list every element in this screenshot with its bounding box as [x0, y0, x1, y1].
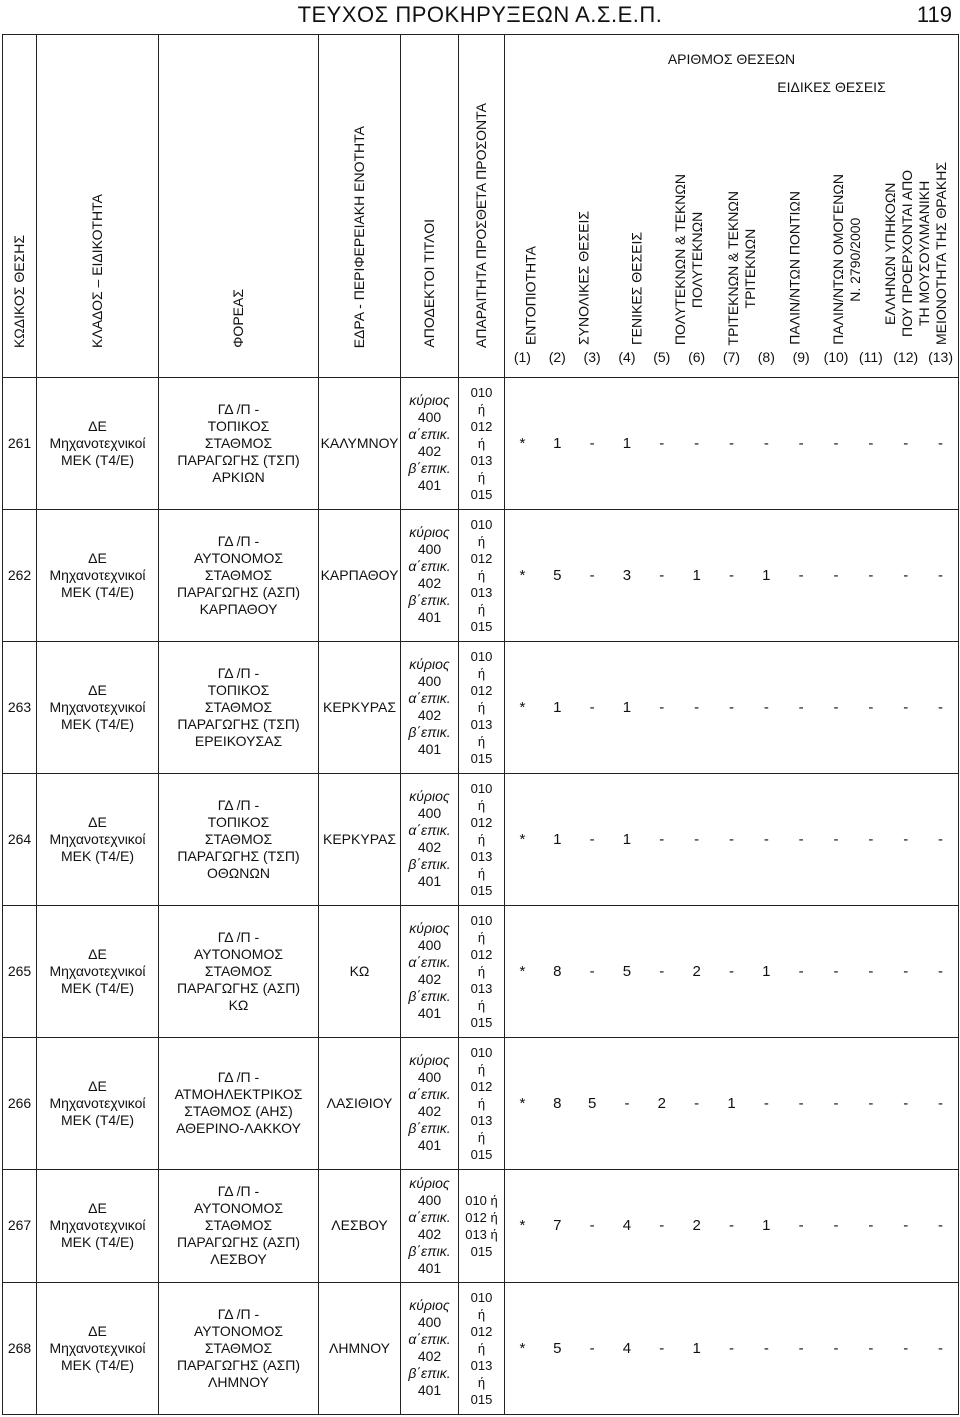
table-row	[3, 378, 959, 510]
count-value: 1	[622, 434, 632, 452]
title-label: κύριος	[409, 1297, 450, 1314]
position-code: 267	[3, 1169, 37, 1282]
title-label: β΄επικ.	[408, 1242, 451, 1259]
count-value: 2	[692, 962, 701, 980]
count-value: -	[938, 1339, 944, 1357]
count-value: 1	[622, 830, 632, 848]
count-value: -	[798, 434, 804, 452]
branch-specialty: ΔΕ Μηχανοτεχνικοί ΜΕΚ (Τ4/Ε)	[37, 378, 159, 510]
count-value: -	[763, 1094, 769, 1112]
position-counts	[505, 1037, 959, 1169]
position-counts	[505, 905, 959, 1037]
count-value: -	[833, 830, 839, 848]
branch-specialty: ΔΕ Μηχανοτεχνικοί ΜΕΚ (Τ4/Ε)	[37, 905, 159, 1037]
title-label: α΄επικ.	[408, 1086, 451, 1103]
count-value: 3	[622, 566, 632, 584]
count-value: -	[868, 1217, 874, 1235]
count-value: -	[694, 698, 700, 716]
title-label: α΄επικ.	[408, 954, 451, 971]
count-value: -	[868, 1339, 874, 1357]
extra-qualifications: 010 ή 012 ή 013 ή 015	[459, 773, 505, 905]
branch-specialty: ΔΕ Μηχανοτεχνικοί ΜΕΚ (Τ4/Ε)	[37, 773, 159, 905]
table-row	[3, 1282, 959, 1414]
agency-name: ΓΔ /Π - ΑΥΤΟΝΟΜΟΣ ΣΤΑΘΜΟΣ ΠΑΡΑΓΩΓΗΣ (ΑΣΠ) ΚΑΡΠΑΘΟΥ	[159, 509, 319, 641]
count-value: -	[694, 830, 700, 848]
accepted-titles	[401, 1169, 459, 1282]
title-label: κύριος	[409, 656, 450, 673]
branch-specialty: ΔΕ Μηχανοτεχνικοί ΜΕΚ (Τ4/Ε)	[37, 509, 159, 641]
count-value: -	[798, 698, 804, 716]
table-body	[3, 378, 959, 1415]
count-value: 2	[657, 1094, 666, 1112]
extra-qualifications: 010 ή 012 ή 013 ή 015	[459, 1282, 505, 1414]
count-value: 8	[553, 962, 562, 980]
col-header-extra: ΑΠΑΡΑΙΤΗΤΑ ΠΡΟΣΘΕΤΑ ΠΡΟΣΟΝΤΑ	[459, 35, 505, 378]
position-code: 262	[3, 509, 37, 641]
title-code: 400	[417, 541, 442, 558]
count-value: 1	[762, 566, 771, 584]
title-code: 401	[417, 609, 442, 626]
agency-name: ΓΔ /Π - ΤΟΠΙΚΟΣ ΣΤΑΘΜΟΣ ΠΑΡΑΓΩΓΗΣ (ΤΣΠ) ΕΡΕΙΚΟΥΣΑΣ	[159, 641, 319, 773]
title-label: β΄επικ.	[408, 856, 451, 873]
extra-qualifications: 010 ή 012 ή 013 ή 015	[459, 1037, 505, 1169]
extra-qualifications: 010 ή 012 ή 013 ή 015	[459, 641, 505, 773]
count-value: -	[659, 962, 665, 980]
count-value: 7	[553, 1217, 562, 1235]
count-value: -	[833, 962, 839, 980]
counts-values	[505, 1095, 958, 1112]
counts-values	[505, 699, 958, 716]
count-value: -	[903, 962, 909, 980]
column-number: (12)	[893, 349, 919, 365]
count-value: -	[868, 962, 874, 980]
title-code: 402	[417, 1348, 442, 1365]
branch-specialty: ΔΕ Μηχανοτεχνικοί ΜΕΚ (Τ4/Ε)	[37, 1282, 159, 1414]
accepted-titles	[401, 905, 459, 1037]
title-label: β΄επικ.	[408, 724, 451, 741]
count-value: 1	[553, 830, 562, 848]
count-value: -	[938, 698, 944, 716]
page-number: 119	[916, 2, 952, 27]
count-value: -	[659, 830, 665, 848]
count-value: -	[728, 566, 734, 584]
count-value: -	[938, 434, 944, 452]
position-code: 266	[3, 1037, 37, 1169]
col-header-location: ΕΔΡΑ - ΠΕΡΙΦΕΡΕΙΑΚΗ ΕΝΟΤΗΤΑ	[319, 35, 401, 378]
position-code: 263	[3, 641, 37, 773]
table-row	[3, 773, 959, 905]
agency-name: ΓΔ /Π - ΑΥΤΟΝΟΜΟΣ ΣΤΑΘΜΟΣ ΠΑΡΑΓΩΓΗΣ (ΑΣΠ) ΚΩ	[159, 905, 319, 1037]
agency-name: ΓΔ /Π - ΑΤΜΟΗΛΕΚΤΡΙΚΟΣ ΣΤΑΘΜΟΣ (ΑΗΣ) ΑΘΕΡΙΝΟ-ΛΑΚΚΟΥ	[159, 1037, 319, 1169]
count-value: 1	[692, 566, 701, 584]
agency-name: ΓΔ /Π - ΤΟΠΙΚΟΣ ΣΤΑΘΜΟΣ ΠΑΡΑΓΩΓΗΣ (ΤΣΠ) ΑΡΚΙΩΝ	[159, 378, 319, 510]
location-unit: ΚΕΡΚΥΡΑΣ	[319, 773, 401, 905]
title-label: β΄επικ.	[408, 1365, 451, 1382]
column-number: (1)	[513, 349, 531, 365]
accepted-titles	[401, 641, 459, 773]
position-counts	[505, 773, 959, 905]
count-value: -	[868, 830, 874, 848]
accepted-titles	[401, 1282, 459, 1414]
count-value: 1	[622, 698, 632, 716]
title-code: 401	[417, 1382, 442, 1399]
count-value: -	[798, 1094, 804, 1112]
title-label: α΄επικ.	[408, 1331, 451, 1348]
title-label: α΄επικ.	[408, 822, 451, 839]
agency-name: ΓΔ /Π - ΑΥΤΟΝΟΜΟΣ ΣΤΑΘΜΟΣ ΠΑΡΑΓΩΓΗΣ (ΑΣΠ) ΛΗΜΝΟΥ	[159, 1282, 319, 1414]
count-value: -	[763, 830, 769, 848]
count-value: -	[694, 434, 700, 452]
count-value: -	[589, 962, 595, 980]
count-value: *	[519, 698, 526, 716]
count-value: 5	[587, 1094, 597, 1112]
count-value: 5	[553, 566, 562, 584]
title-label: α΄επικ.	[408, 1208, 451, 1225]
count-value: -	[903, 566, 909, 584]
counts-values	[505, 567, 958, 584]
count-value: 1	[692, 1339, 701, 1357]
count-value: -	[938, 830, 944, 848]
title-code: 402	[417, 839, 442, 856]
count-value: -	[903, 830, 909, 848]
accepted-titles	[401, 378, 459, 510]
column-number: (6)	[688, 349, 706, 365]
count-value: -	[659, 698, 665, 716]
count-value: *	[519, 1339, 526, 1357]
count-value: -	[833, 1339, 839, 1357]
title-code: 402	[417, 1225, 442, 1242]
location-unit: ΚΩ	[319, 905, 401, 1037]
position-counts	[505, 1169, 959, 1282]
count-value: -	[589, 434, 595, 452]
subheader-total: ΣΥΝΟΛΙΚΕΣ ΘΕΣΕΙΣ	[575, 211, 592, 345]
title-label: κύριος	[409, 1052, 450, 1069]
title-code: 400	[417, 673, 442, 690]
count-value: *	[519, 434, 526, 452]
subheader-locality: ΕΝΤΟΠΙΟΤΗΤΑ	[522, 245, 539, 345]
column-number: (2)	[548, 349, 566, 365]
extra-qualifications: 010 ή 012 ή 013 ή 015	[459, 905, 505, 1037]
counts-values	[505, 963, 958, 980]
subheader-three-children: ΤΡΙΤΕΚΝΩΝ & ΤΕΚΝΩΝ ΤΡΙΤΕΚΝΩΝ	[725, 190, 759, 345]
subheader-many-children: ΠΟΛΥΤΕΚΝΩΝ & ΤΕΚΝΩΝ ΠΟΛΥΤΕΚΝΩΝ	[672, 173, 706, 345]
extra-qualifications: 010 ή 012 ή 013 ή 015	[459, 1169, 505, 1282]
count-value: -	[589, 1217, 595, 1235]
count-value: -	[589, 698, 595, 716]
position-counts	[505, 378, 959, 510]
subheader-thrace: ΕΛΛΗΝΩΝ ΥΠΗΚΟΩΝ ΠΟΥ ΠΡΟΕΡΧΟΝΤΑΙ ΑΠΟ ΤΗ ΜΟΥΣΟΥΛΜΑΝΙΚΗ ΜΕΙΟΝΟΤΗΤΑ ΤΗΣ ΘΡΑΚΗΣ	[881, 162, 949, 345]
count-value: -	[728, 1339, 734, 1357]
page-header	[0, 0, 960, 32]
count-value: 8	[553, 1094, 562, 1112]
title-code: 402	[417, 707, 442, 724]
title-label: β΄επικ.	[408, 988, 451, 1005]
extra-qualifications: 010 ή 012 ή 013 ή 015	[459, 509, 505, 641]
special-group-title: ΕΙΔΙΚΕΣ ΘΕΣΕΙΣ	[777, 79, 886, 95]
title-label: κύριος	[409, 788, 450, 805]
count-value: *	[519, 566, 526, 584]
title-label: κύριος	[409, 392, 450, 409]
position-code: 265	[3, 905, 37, 1037]
count-value: -	[868, 566, 874, 584]
title-label: β΄επικ.	[408, 592, 451, 609]
count-value: -	[868, 434, 874, 452]
table-row	[3, 1037, 959, 1169]
col-header-titles: ΑΠΟΔΕΚΤΟΙ ΤΙΤΛΟΙ	[401, 35, 459, 378]
column-number: (13)	[928, 349, 953, 365]
count-value: -	[589, 566, 595, 584]
title-code: 402	[417, 575, 442, 592]
title-code: 402	[417, 443, 442, 460]
column-number: (8)	[757, 349, 775, 365]
count-value: -	[589, 1339, 595, 1357]
table-row	[3, 1169, 959, 1282]
count-value: -	[659, 1339, 665, 1357]
title-code: 401	[417, 1137, 442, 1154]
count-value: -	[938, 1094, 944, 1112]
branch-specialty: ΔΕ Μηχανοτεχνικοί ΜΕΚ (Τ4/Ε)	[37, 1169, 159, 1282]
count-value: *	[519, 962, 526, 980]
count-value: -	[624, 1094, 630, 1112]
count-value: -	[938, 566, 944, 584]
count-value: -	[659, 1217, 665, 1235]
count-value: -	[798, 962, 804, 980]
count-value: -	[833, 566, 839, 584]
count-value: -	[728, 434, 734, 452]
column-number: (7)	[722, 349, 741, 365]
column-number: (3)	[583, 349, 601, 365]
accepted-titles	[401, 509, 459, 641]
title-code: 400	[417, 1314, 442, 1331]
counts-values	[505, 1217, 958, 1234]
table-row	[3, 641, 959, 773]
count-value: -	[763, 1339, 769, 1357]
count-value: -	[728, 830, 734, 848]
column-number: (4)	[618, 349, 636, 365]
title-code: 400	[417, 805, 442, 822]
count-value: -	[833, 434, 839, 452]
accepted-titles	[401, 1037, 459, 1169]
title-code: 401	[417, 1259, 442, 1276]
column-number: (9)	[792, 349, 810, 365]
col-header-branch: ΚΛΑΔΟΣ – ΕΙΔΙΚΟΤΗΤΑ	[37, 35, 159, 378]
title-label: α΄επικ.	[408, 690, 451, 707]
count-value: -	[938, 1217, 944, 1235]
table-row	[3, 905, 959, 1037]
count-value: 2	[692, 1217, 701, 1235]
title-label: α΄επικ.	[408, 426, 451, 443]
count-value: -	[798, 1217, 804, 1235]
count-value: -	[833, 698, 839, 716]
count-value: -	[868, 698, 874, 716]
subheader-expatriates: ΠΑΛΙΝ/ΝΤΩΝ ΟΜΟΓΕΝΩΝ Ν. 2790/2000	[830, 174, 864, 345]
count-value: -	[589, 830, 595, 848]
count-value: -	[728, 698, 734, 716]
count-value: -	[833, 1094, 839, 1112]
counts-values	[505, 435, 958, 452]
title-code: 400	[417, 1191, 442, 1208]
count-value: 4	[622, 1217, 632, 1235]
counts-values	[505, 1340, 958, 1357]
counts-values	[505, 831, 958, 848]
branch-specialty: ΔΕ Μηχανοτεχνικοί ΜΕΚ (Τ4/Ε)	[37, 641, 159, 773]
count-value: -	[903, 1339, 909, 1357]
location-unit: ΛΗΜΝΟΥ	[319, 1282, 401, 1414]
header-row	[3, 35, 959, 378]
count-value: -	[798, 1339, 804, 1357]
count-value: -	[833, 1217, 839, 1235]
count-value: -	[659, 566, 665, 584]
count-value: 5	[622, 962, 632, 980]
count-value: -	[694, 1094, 700, 1112]
title-code: 401	[417, 477, 442, 494]
count-value: 1	[727, 1094, 736, 1112]
count-value: -	[868, 1094, 874, 1112]
col-header-agency: ΦΟΡΕΑΣ	[159, 35, 319, 378]
count-value: -	[728, 962, 734, 980]
column-number: (5)	[653, 349, 671, 365]
count-value: -	[938, 962, 944, 980]
count-value: -	[798, 566, 804, 584]
col-header-code: ΚΩΔΙΚΟΣ ΘΕΣΗΣ	[3, 35, 37, 378]
title-code: 402	[417, 1103, 442, 1120]
count-value: 1	[762, 1217, 771, 1235]
branch-specialty: ΔΕ Μηχανοτεχνικοί ΜΕΚ (Τ4/Ε)	[37, 1037, 159, 1169]
table-row	[3, 509, 959, 641]
title-code: 401	[417, 1005, 442, 1022]
title-code: 400	[417, 937, 442, 954]
subheader-pontians: ΠΑΛΙΝ/ΝΤΩΝ ΠΟΝΤΙΩΝ	[786, 191, 803, 345]
count-value: 1	[553, 698, 562, 716]
position-counts	[505, 1282, 959, 1414]
count-value: -	[763, 698, 769, 716]
positions-table	[2, 34, 959, 1415]
position-code: 261	[3, 378, 37, 510]
position-counts	[505, 509, 959, 641]
count-value: 1	[553, 434, 562, 452]
location-unit: ΛΑΣΙΘΙΟΥ	[319, 1037, 401, 1169]
col-header-positions	[505, 35, 959, 378]
location-unit: ΛΕΣΒΟΥ	[319, 1169, 401, 1282]
location-unit: ΚΑΡΠΑΘΟΥ	[319, 509, 401, 641]
count-value: *	[519, 1217, 526, 1235]
title-label: β΄επικ.	[408, 1120, 451, 1137]
location-unit: ΚΑΛΥΜΝΟΥ	[319, 378, 401, 510]
column-numbers	[505, 349, 958, 369]
column-number: (11)	[858, 349, 883, 365]
count-value: -	[659, 434, 665, 452]
title-code: 400	[417, 409, 442, 426]
journal-title: ΤΕΥΧΟΣ ΠΡΟΚΗΡΥΞΕΩΝ Α.Σ.Ε.Π.	[297, 2, 663, 27]
count-value: 1	[762, 962, 771, 980]
title-label: α΄επικ.	[408, 558, 451, 575]
accepted-titles	[401, 773, 459, 905]
count-value: -	[903, 1217, 909, 1235]
title-label: κύριος	[409, 524, 450, 541]
title-code: 402	[417, 971, 442, 988]
column-number: (10)	[823, 349, 849, 365]
location-unit: ΚΕΡΚΥΡΑΣ	[319, 641, 401, 773]
agency-name: ΓΔ /Π - ΤΟΠΙΚΟΣ ΣΤΑΘΜΟΣ ΠΑΡΑΓΩΓΗΣ (ΤΣΠ) ΟΘΩΝΩΝ	[159, 773, 319, 905]
title-label: κύριος	[409, 1174, 450, 1191]
count-value: -	[798, 830, 804, 848]
count-value: -	[763, 434, 769, 452]
positions-subheaders	[505, 105, 958, 345]
count-value: -	[903, 1094, 909, 1112]
position-code: 264	[3, 773, 37, 905]
subheader-general: ΓΕΝΙΚΕΣ ΘΕΣΕΙΣ	[628, 231, 645, 345]
title-label: κύριος	[409, 920, 450, 937]
count-value: *	[519, 830, 526, 848]
position-code: 268	[3, 1282, 37, 1414]
agency-name: ΓΔ /Π - ΑΥΤΟΝΟΜΟΣ ΣΤΑΘΜΟΣ ΠΑΡΑΓΩΓΗΣ (ΑΣΠ) ΛΕΣΒΟΥ	[159, 1169, 319, 1282]
count-value: -	[903, 434, 909, 452]
count-value: -	[728, 1217, 734, 1235]
title-code: 400	[417, 1069, 442, 1086]
title-label: β΄επικ.	[408, 460, 451, 477]
extra-qualifications: 010 ή 012 ή 013 ή 015	[459, 378, 505, 510]
position-counts	[505, 641, 959, 773]
count-value: *	[519, 1094, 526, 1112]
title-code: 401	[417, 741, 442, 758]
count-value: 5	[553, 1339, 562, 1357]
positions-group-title: ΑΡΙΘΜΟΣ ΘΕΣΕΩΝ	[667, 51, 796, 67]
count-value: -	[903, 698, 909, 716]
count-value: 4	[622, 1339, 632, 1357]
title-code: 401	[417, 873, 442, 890]
